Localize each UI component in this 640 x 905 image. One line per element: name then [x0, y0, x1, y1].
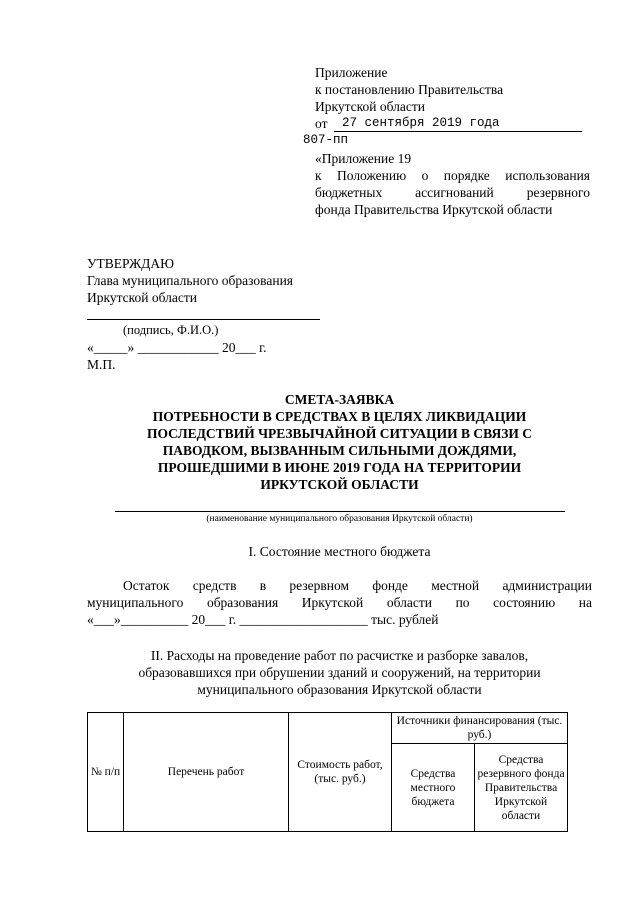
appendix-line-3: Иркутской области: [315, 99, 426, 114]
heading-line-1: СМЕТА-ЗАЯВКА: [284, 392, 395, 407]
col-reserve-fund-header: Средства резервного фонда Правительства Иркутской области: [475, 744, 568, 832]
appendix-date-underline: [334, 131, 582, 132]
municipality-name-caption: (наименование муниципального образования Иркутской области): [206, 514, 473, 524]
section-1-para-line-3: «___»__________ 20___ г. ___________________ тыс. рублей: [87, 612, 439, 627]
heading-line-5: ПРОШЕДШИМИ В ИЮНЕ 2019 ГОДА НА ТЕРРИТОРИИ: [157, 460, 522, 475]
sub-appendix-line-1: «Приложение 19: [315, 151, 412, 166]
heading-line-4: ПАВОДКОМ, ВЫЗВАННЫМ СИЛЬНЫМИ ДОЖДЯМИ,: [162, 443, 517, 458]
col-cost-header: Стоимость работ, (тыс. руб.): [289, 713, 392, 832]
signature-line: [87, 319, 320, 320]
appendix-number: 807-пп: [303, 133, 349, 147]
approval-line-2: Иркутской области: [87, 290, 198, 305]
col-works-header: Перечень работ: [124, 713, 289, 832]
appendix-line-1: Приложение: [315, 65, 388, 80]
approval-title: УТВЕРЖДАЮ: [87, 256, 175, 271]
sub-appendix-line-4: фонда Правительства Иркутской области: [315, 202, 553, 217]
heading-line-2: ПОТРЕБНОСТИ В СРЕДСТВАХ В ЦЕЛЯХ ЛИКВИДАЦИИ: [152, 409, 527, 424]
section-1-para-line-1: Остаток средств в резервном фонде местной администрации: [123, 578, 592, 593]
col-num-header: № п/п: [88, 713, 124, 832]
col-sources-header: Источники финансирования (тыс. руб.): [392, 713, 568, 744]
sub-appendix-line-2: к Положению о порядке использования: [315, 168, 590, 183]
col-local-budget-header: Средства местного бюджета: [392, 744, 475, 832]
section-1-para-line-2: муниципального образования Иркутской области по состоянию на: [87, 595, 592, 610]
appendix-date: 27 сентября 2019 года: [342, 116, 500, 130]
heading-line-3: ПОСЛЕДСТВИЙ ЧРЕЗВЫЧАЙНОЙ СИТУАЦИИ В СВЯЗИ С: [147, 426, 532, 441]
approval-date-line: «_____» ____________ 20___ г.: [87, 340, 267, 355]
section-2-title-line-1: II. Расходы на проведение работ по расчистке и разборке завалов,: [150, 648, 529, 663]
heading-line-6: ИРКУТСКОЙ ОБЛАСТИ: [260, 477, 419, 492]
stamp-label: М.П.: [87, 357, 116, 372]
approval-line-1: Глава муниципального образования: [87, 273, 294, 288]
signature-caption: (подпись, Ф.И.О.): [123, 323, 219, 337]
municipality-name-line: [115, 511, 565, 512]
estimate-table: [87, 712, 568, 832]
section-2-title-line-3: муниципального образования Иркутской области: [197, 682, 482, 697]
sub-appendix-line-3: бюджетных ассигнований резервного: [315, 185, 590, 200]
appendix-from-label: от: [315, 116, 328, 131]
section-2-title-line-2: образовавшихся при обрушении зданий и сооружений, на территории: [138, 665, 541, 680]
appendix-line-2: к постановлению Правительства: [315, 82, 504, 97]
section-1-title: I. Состояние местного бюджета: [248, 544, 431, 559]
